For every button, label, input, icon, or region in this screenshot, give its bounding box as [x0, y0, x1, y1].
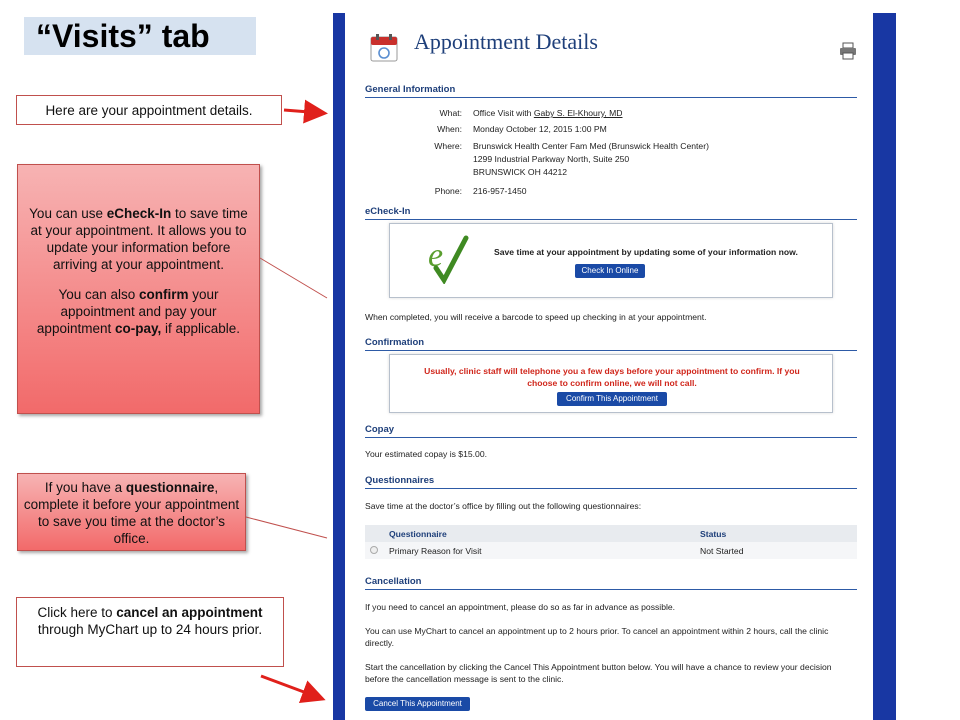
- confirmation-notice: Usually, clinic staff will telephone you a few days before your appointment to confirm. If you choose to confirm online, we will not call.: [424, 366, 800, 388]
- cancel-p3-line1: Start the cancellation by clicking the Cancel This Appointment button below. You will have a chance to review your decision: [365, 662, 832, 672]
- copay-text: Your estimated copay is $15.00.: [365, 449, 487, 459]
- echeckin-logo-icon: [426, 232, 470, 284]
- svg-text:e: e: [428, 237, 444, 274]
- cancel-p3-line2: before the cancellation message is sent to the clinic.: [365, 674, 564, 684]
- callout-echeckin-p1: You can use eCheck-In to save time at your appointment. It allows you to update your information before arriving at your appointment.: [29, 206, 248, 272]
- table-header: Questionnaire Status: [365, 525, 857, 542]
- confirm-appointment-button[interactable]: Confirm This Appointment: [557, 392, 667, 406]
- provider-link[interactable]: Gaby S. El-Khoury, MD: [533, 108, 623, 118]
- arrow-cancel: [261, 676, 320, 698]
- callout-details-text: Here are your appointment details.: [45, 103, 253, 118]
- row-radio[interactable]: [370, 546, 378, 554]
- line-echeckin: [260, 258, 327, 298]
- confirmation-box: [389, 354, 833, 413]
- echeckin-box: [389, 223, 833, 298]
- check-in-online-button[interactable]: Check In Online: [575, 264, 645, 278]
- cancel-p2-line1: You can use MyChart to cancel an appointment up to 2 hours prior. To cancel an appointment within 2 hours, call the clinic: [365, 626, 829, 636]
- line-questionnaire: [246, 517, 327, 538]
- section-general-info: General Information: [365, 84, 857, 98]
- callout-questionnaire: If you have a questionnaire, complete it before your appointment to save you time at the doctor’s office.: [17, 473, 246, 551]
- callout-details: [16, 95, 282, 125]
- appointment-header: [365, 30, 857, 70]
- cancel-p1: If you need to cancel an appointment, please do so as far in advance as possible.: [365, 602, 676, 612]
- page-title: Appointment Details: [414, 29, 598, 54]
- section-echeckin: eCheck-In: [365, 206, 857, 220]
- section-cancellation: Cancellation: [365, 576, 857, 590]
- slide-title: “Visits” tab: [36, 18, 210, 54]
- table-row[interactable]: [365, 542, 857, 559]
- callout-echeckin-p2: You can also confirm your appointment and pay your appointment co-pay, if applicable.: [36, 287, 241, 336]
- printer-icon[interactable]: [839, 42, 857, 60]
- section-confirmation: Confirmation: [365, 337, 857, 351]
- appointment-page: Appointment Details General Information What: Office Visit with Gaby S. El-Khoury, MD When: Monday October 12, 2015 1:00 PM Where: Brunswick Health Center Fam Med (Brunswick Health Center) 1299 Industrial Parkway North, Suite 250 BRUNSWICK OH 44212 Phone: 216-957-1450 eCheck-In e Save time at your appointment by updating some of your information now. Check In Online When completed, you will receive a barcode to speed up checking in at your appointment. Confirmation Usually, clinic staff will telephone you a few days before your appointment to confirm. If you choose to confirm online, we will not call. Confirm This Appointment Copay Your estimated copay is $15.00. Questionnaires Save time at the doctor’s office by filling out the following questionnaires: Questionnaire Status Primary Reason for Visit Not Started Cancellation If you need to cancel an appointment, please do so as far in advance as possible. You can use MyChart to cancel an appointment up to 2 hours prior. To cancel an appointment within 2 hours, call the clinic directly. Start the cancellation by clicking the Cancel This Appointment button below. You will have a chance to review your decision before the cancellation message is sent to the clinic. Cancel This Appointment: [345, 13, 873, 720]
- cancel-p2-line2: directly.: [365, 638, 394, 648]
- questionnaire-status: Not Started: [700, 546, 744, 556]
- callout-echeckin: [17, 164, 260, 414]
- questionnaire-name[interactable]: Primary Reason for Visit: [389, 546, 482, 556]
- echeckin-prompt: Save time at your appointment by updating some of your information now.: [494, 247, 798, 257]
- slide-title-box: [24, 17, 256, 55]
- calendar-icon: [369, 32, 401, 64]
- questionnaires-intro: Save time at the doctor’s office by filling out the following questionnaires:: [365, 501, 642, 511]
- section-questionnaires: Questionnaires: [365, 475, 857, 489]
- arrow-details: [284, 110, 322, 113]
- echeckin-after-text: When completed, you will receive a barcode to speed up checking in at your appointment.: [365, 312, 707, 322]
- cancel-appointment-button[interactable]: Cancel This Appointment: [365, 697, 470, 711]
- callout-cancel: Click here to cancel an appointment through MyChart up to 24 hours prior.: [16, 597, 284, 667]
- section-copay: Copay: [365, 424, 857, 438]
